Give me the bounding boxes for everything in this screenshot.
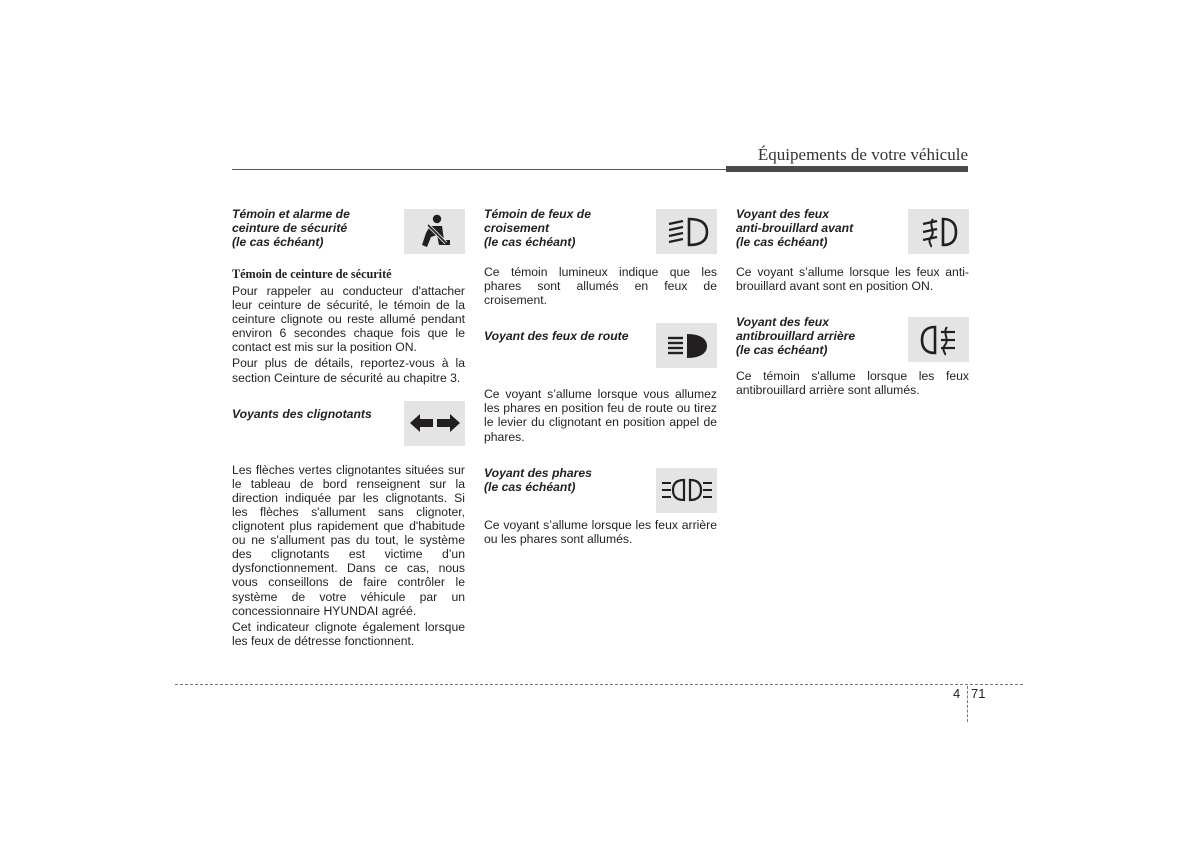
section-turn-signals [232, 407, 465, 648]
paragraph: Ce voyant s’allume lorsque vous allumez les phares en position feu de route ou tirez le levier du clignotant en position appel de phares. [484, 387, 717, 444]
section-heading: Voyants des clignotants [232, 406, 372, 421]
paragraph: Pour plus de détails, reportez-vous à la section Ceinture de sécurité au chapitre 3. [232, 356, 465, 385]
paragraph: Ce voyant s’allume lorsque les feux arrière ou les phares sont allumés. [484, 517, 717, 546]
section-high-beam [484, 329, 717, 443]
chapter-number: 4 [953, 686, 961, 701]
page-number: 71 [971, 686, 986, 701]
paragraph: Pour rappeler au conducteur d'attacher leur ceinture de sécurité, le témoin de la ceinture clignote ou reste allumé pendant environ 6 secondes chaque fois que le contact est mis sur la position ON. [232, 284, 465, 355]
section-low-beam [484, 207, 717, 307]
footer-divider [967, 686, 968, 722]
paragraph: Cet indicateur clignote également lorsque les feux de détresse fonctionnent. [232, 619, 465, 648]
section-headlights [484, 466, 717, 546]
low-beam-headlight-icon [656, 209, 717, 254]
turn-signal-arrows-icon [404, 401, 465, 446]
rear-fog-light-icon [908, 317, 969, 362]
section-heading: Voyant des feux antibrouillard arrière (le cas échéant) [736, 315, 856, 358]
section-heading: Voyant des feux anti-brouillard avant (le cas échéant) [736, 207, 854, 249]
column-2 [484, 207, 717, 548]
footer-rule [175, 684, 1023, 685]
column-1 [232, 207, 465, 650]
front-fog-light-icon [908, 209, 969, 254]
section-front-fog [736, 207, 969, 293]
column-3 [736, 207, 969, 399]
paragraph: Ce voyant s’allume lorsque les feux anti-brouillard avant sont en position ON. [736, 265, 969, 294]
section-heading: Témoin de feux de croisement (le cas échéant) [484, 207, 591, 249]
subheading: Témoin de ceinture de sécurité [232, 267, 392, 281]
section-rear-fog [736, 315, 969, 397]
section-heading: Voyant des phares (le cas échéant) [484, 465, 592, 494]
paragraph: Les flèches vertes clignotantes situées sur le tableau de bord renseignent sur la direction indiquée par les clignotants. Si les flèches s'allument sans clignoter, clignotent plus rapidement que d'habitude ou ne s'allument pas du tout, le système des clignotants est victime d’un dysfonctionnement. Dans ce cas, nous vous conseillons de faire contrôler le système de votre véhicule par un concessionnaire HYUNDAI agréé. [232, 462, 465, 618]
section-seatbelt-warning [232, 207, 465, 385]
header-rule-accent [726, 166, 968, 172]
position-lights-icon [656, 468, 717, 513]
page-header-title: Équipements de votre véhicule [757, 145, 968, 164]
section-heading: Voyant des feux de route [484, 329, 629, 344]
high-beam-headlight-icon [656, 323, 717, 368]
paragraph: Ce témoin lumineux indique que les phares sont allumés en feux de croisement. [484, 265, 717, 308]
paragraph: Ce témoin s'allume lorsque les feux antibrouillard arrière sont allumés. [736, 369, 969, 398]
section-heading: Témoin et alarme de ceinture de sécurité (le cas échéant) [232, 207, 350, 249]
seatbelt-warning-icon [404, 209, 465, 254]
header-rule [232, 169, 726, 170]
